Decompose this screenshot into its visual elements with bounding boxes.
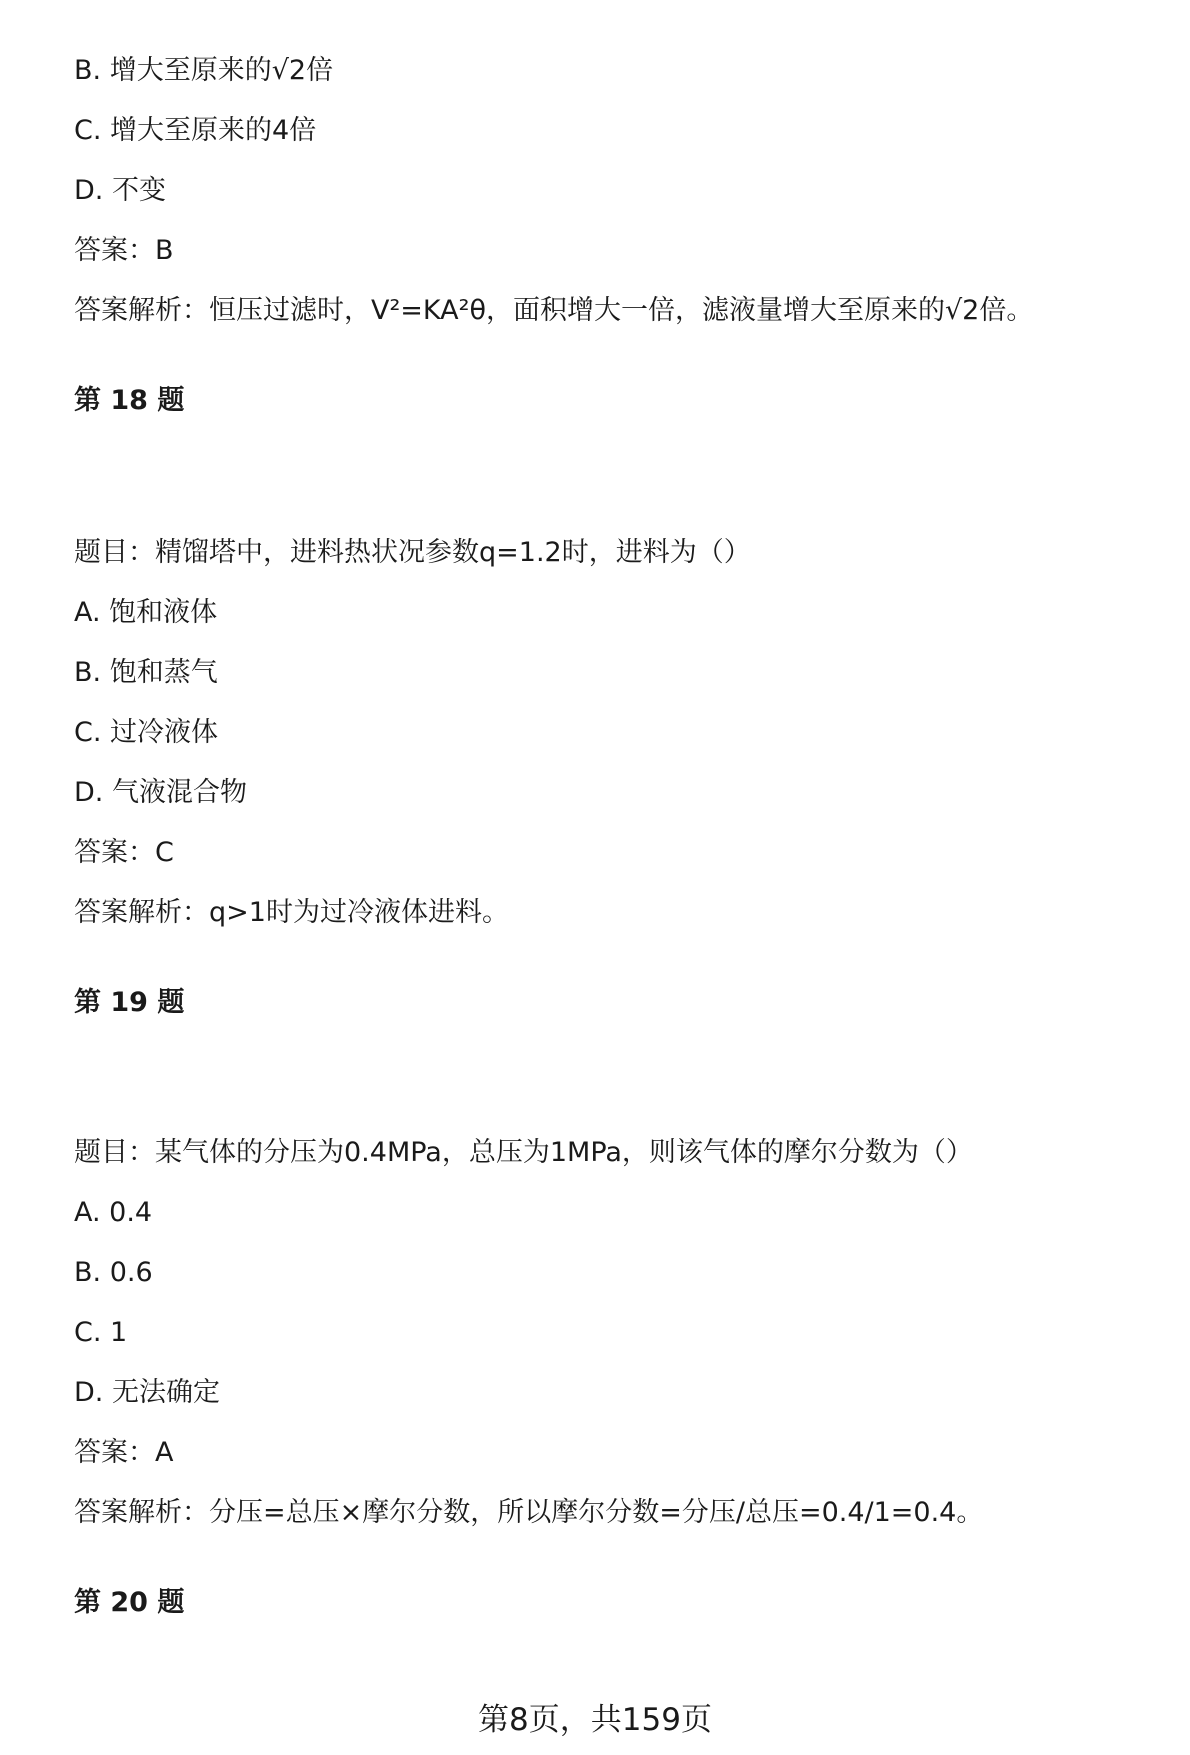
q19-option-b: B. 0.6 [74, 1257, 153, 1288]
q17-option-b: B. 增大至原来的√2倍 [74, 55, 334, 86]
q19-option-a: A. 0.4 [74, 1197, 153, 1228]
q19-question: 题目：某气体的分压为0.4MPa，总压为1MPa，则该气体的摩尔分数为（） [74, 1137, 973, 1168]
q19-explanation: 答案解析：分压=总压×摩尔分数，所以摩尔分数=分压/总压=0.4/1=0.4。 [74, 1497, 984, 1528]
q18-answer: 答案：C [74, 837, 174, 868]
page-indicator: 第8页，共159页 [478, 1702, 712, 1738]
q18-option-b: B. 饱和蒸气 [74, 657, 218, 688]
q19-answer: 答案：A [74, 1437, 174, 1468]
q17-option-d: D. 不变 [74, 175, 166, 206]
q18-explanation: 答案解析：q>1时为过冷液体进料。 [74, 897, 509, 928]
q18-question: 题目：精馏塔中，进料热状况参数q=1.2时，进料为（） [74, 537, 751, 568]
q17-explanation: 答案解析：恒压过滤时，V²=KA²θ，面积增大一倍，滤液量增大至原来的√2倍。 [74, 295, 1034, 326]
q18-option-c: C. 过冷液体 [74, 717, 219, 748]
q17-answer: 答案：B [74, 235, 174, 266]
q19-option-c: C. 1 [74, 1317, 128, 1348]
q19-option-d: D. 无法确定 [74, 1377, 220, 1408]
q17-option-c: C. 增大至原来的4倍 [74, 115, 317, 146]
q20-heading: 第 20 题 [74, 1587, 185, 1618]
q19-heading: 第 19 题 [74, 987, 185, 1018]
q18-option-d: D. 气液混合物 [74, 777, 247, 808]
q18-option-a: A. 饱和液体 [74, 597, 218, 628]
q18-heading: 第 18 题 [74, 385, 185, 416]
